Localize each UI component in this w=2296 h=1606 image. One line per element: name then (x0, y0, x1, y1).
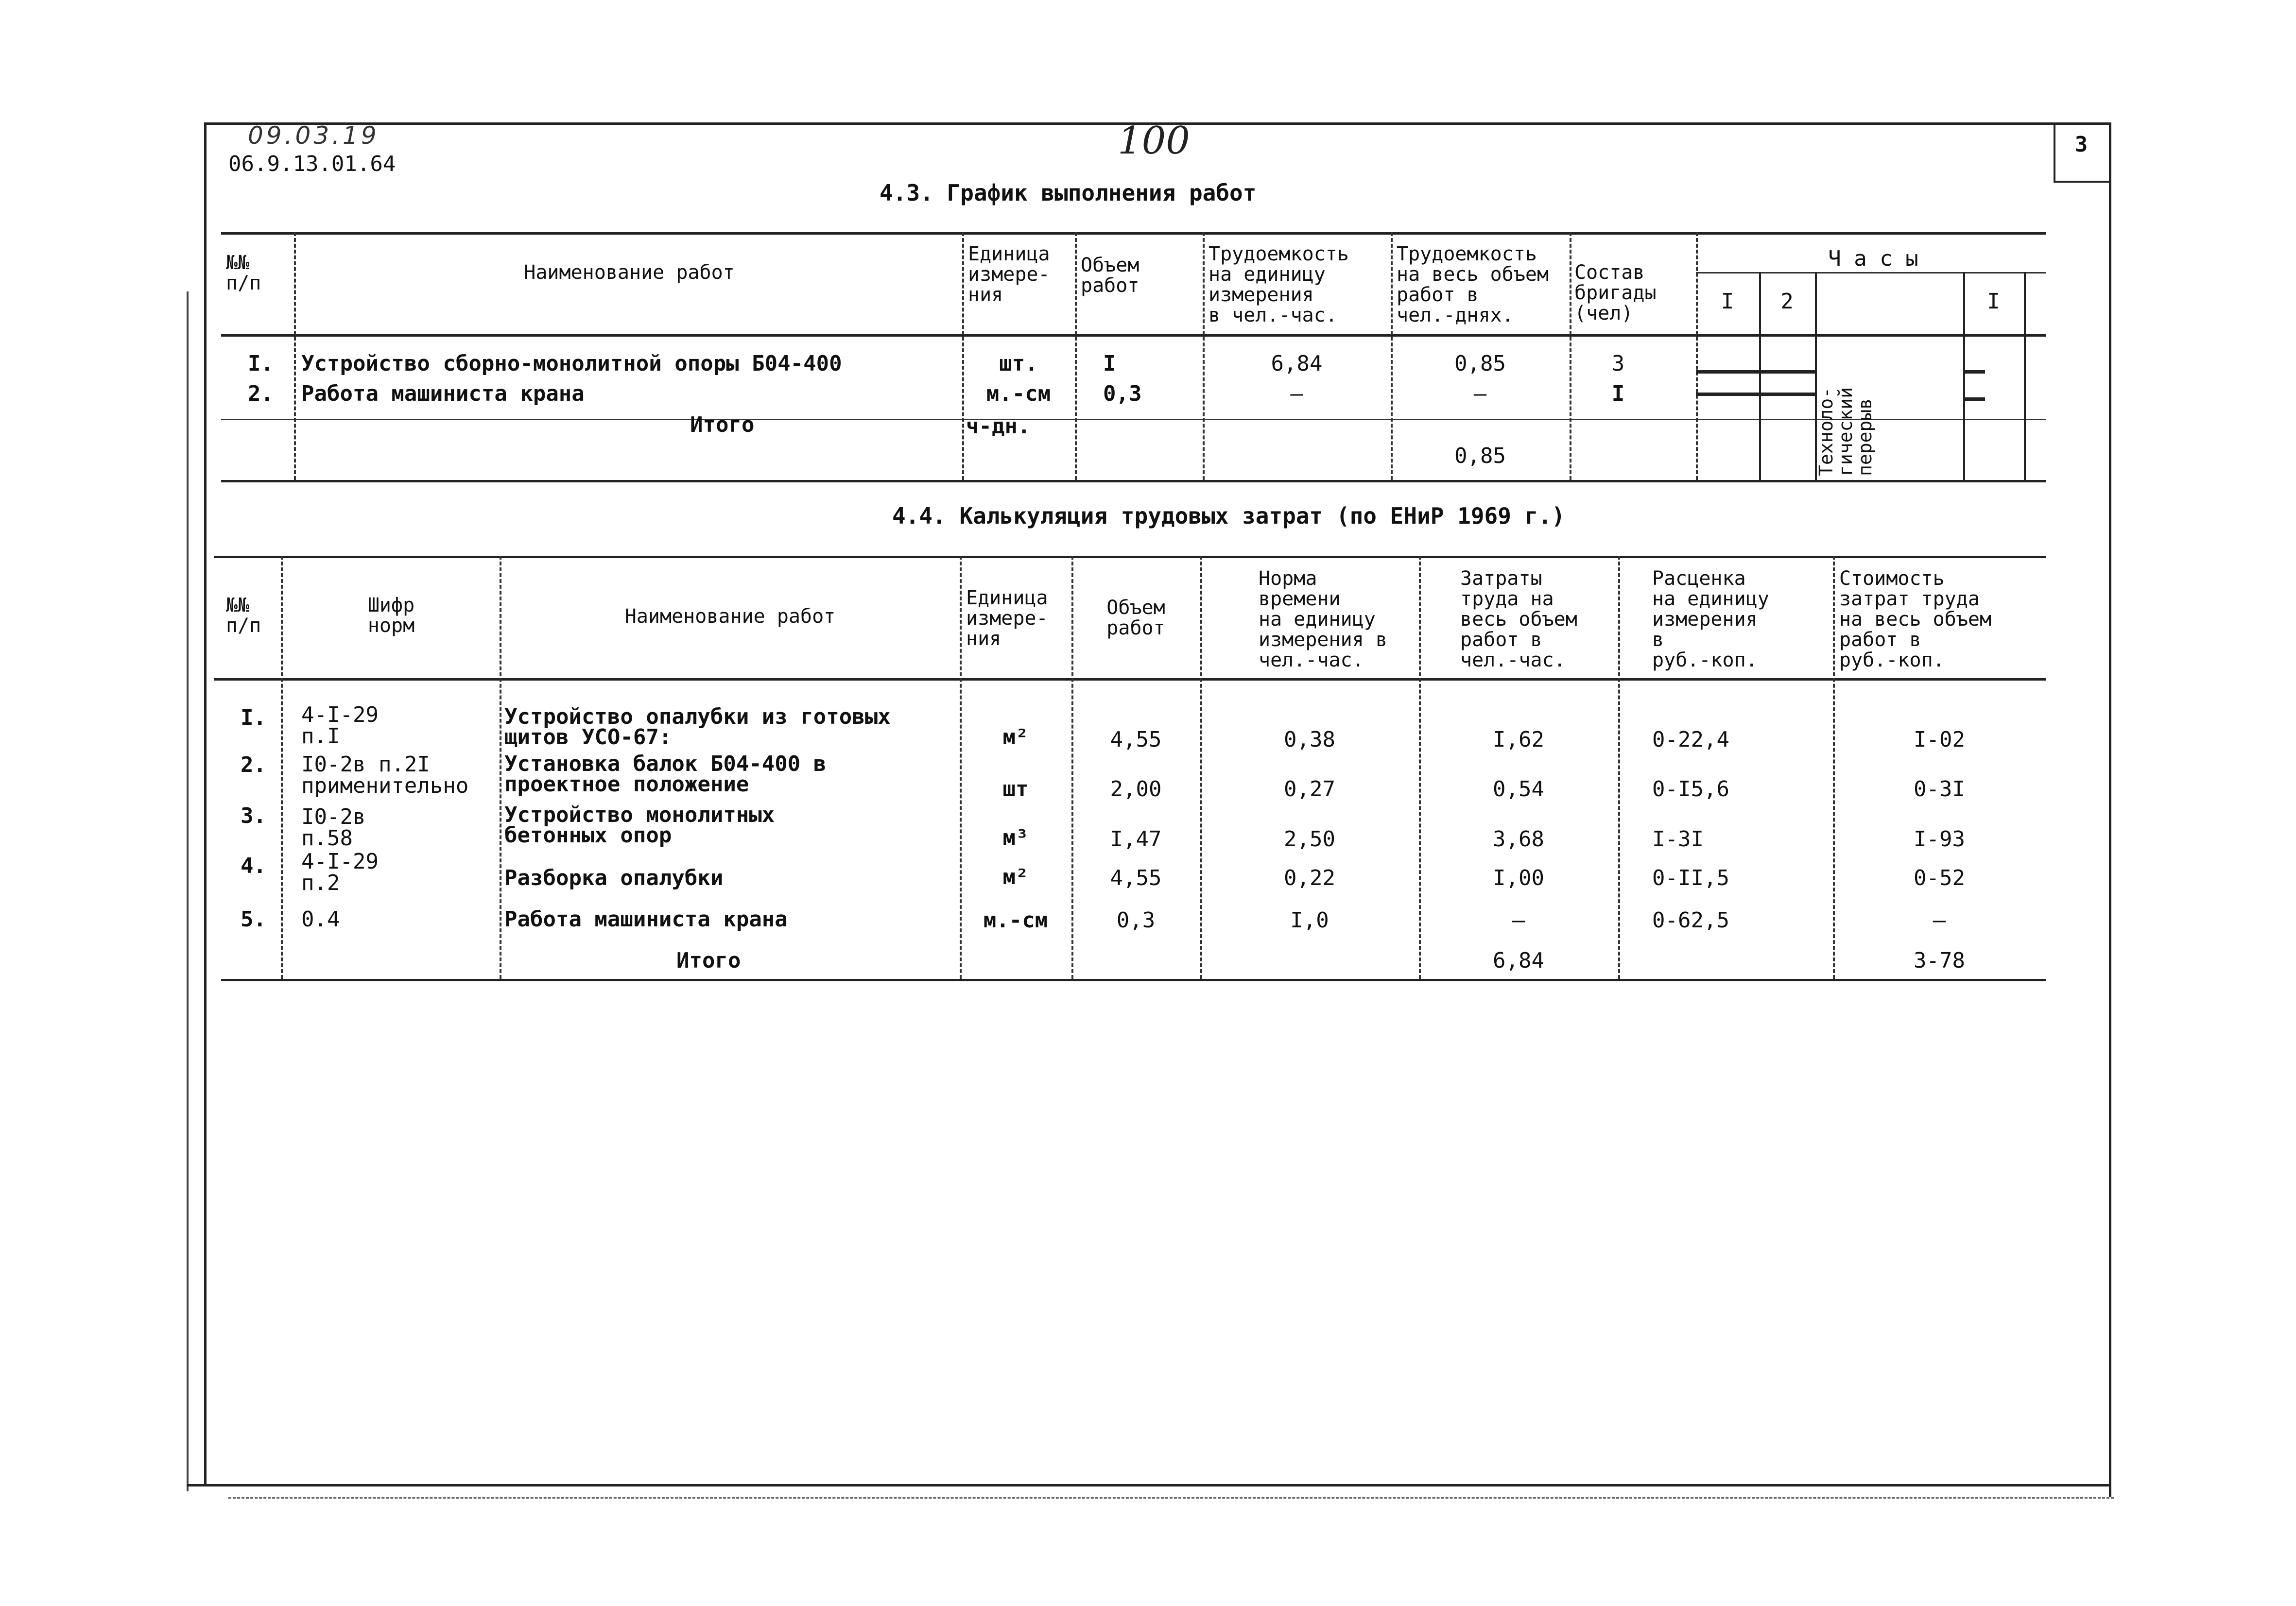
calc-row-5-volume: 0,3 (1116, 908, 1156, 933)
calc-row-4-num: 4. (241, 854, 266, 878)
rule (221, 334, 2046, 337)
header-num: №№ п/п (226, 252, 261, 294)
calc-row-2-name: Установка балок Б04-400 в проектное положение (504, 752, 827, 797)
calc-row-3-labor: 3,68 (1493, 827, 1544, 852)
schedule-row-1-name: Устройство сборно-монолитной опоры Б04-400 (301, 351, 842, 376)
sheet-number: 3 (2074, 132, 2088, 157)
schedule-title: 4.3. График выполнения работ (880, 180, 1257, 206)
technological-break-label: Техноло- гический перерыв (1815, 387, 1876, 476)
calc-row-2-code: I0-2в п.2I применительно (301, 752, 469, 798)
calc-row-2-norm: 0,27 (1284, 777, 1335, 802)
calc-row-1-rate: 0-22,4 (1652, 727, 1729, 752)
calc-row-1-code: 4-I-29 п.I (301, 702, 379, 749)
header-crew: Состав бригады (чел) (1574, 261, 1657, 325)
calc-row-1-norm: 0,38 (1284, 727, 1335, 752)
calc-row-5-cost: – (1933, 908, 1946, 933)
schedule-total-label: Итого (690, 412, 755, 437)
calc-total-labor: 6,84 (1493, 948, 1544, 973)
calc-row-4-volume: 4,55 (1110, 866, 1162, 890)
schedule-row-2-unit: м.-см (986, 381, 1051, 406)
calculation-title: 4.4. Калькуляция трудовых затрат (по ЕНиР 1969 г.) (892, 503, 1565, 529)
col-divider (1618, 556, 1620, 979)
schedule-row-1-crew: 3 (1611, 351, 1625, 376)
col-divider (1696, 232, 1698, 480)
calc-header-norm: Норма времени на единицу измерения в чел.-час. (1259, 567, 1387, 671)
calc-row-2-unit: шт (1002, 777, 1029, 802)
calc-row-5-unit: м.-см (983, 908, 1048, 933)
gantt-bar-row-2-end (1963, 397, 1985, 401)
schedule-row-1-unit: шт. (999, 351, 1038, 376)
schedule-total-labor: 0,85 (1454, 444, 1506, 468)
gantt-bar-row-1 (1696, 370, 1815, 374)
header-hour-1: I (1721, 289, 1734, 314)
schedule-row-2-crew: I (1611, 381, 1625, 406)
calc-header-volume: Объем работ (1106, 597, 1165, 639)
calc-row-1-name: Устройство опалубки из готовых щитов УСО-67: (504, 704, 891, 750)
calc-header-rate: Расценка на единицу измерения в руб.-коп. (1652, 567, 1769, 671)
calc-row-2-cost: 0-3I (1914, 777, 1965, 802)
rule (214, 678, 2046, 681)
rule (221, 979, 2046, 981)
calc-row-2-volume: 2,00 (1110, 777, 1162, 802)
calc-row-3-name: Устройство монолитных бетонных опор (504, 803, 775, 848)
calc-row-5-code: 0.4 (301, 907, 340, 932)
schedule-row-1-volume: I (1103, 351, 1116, 376)
frame-binding-line (187, 291, 189, 1491)
schedule-row-1-num: I. (248, 351, 274, 376)
calc-row-3-unit: м³ (1002, 825, 1029, 850)
header-unit: Единица измере- ния (968, 243, 1050, 306)
calc-row-5-norm: I,0 (1290, 908, 1329, 933)
calc-total-label: Итого (676, 948, 741, 973)
gantt-bar-row-1b (1696, 393, 1815, 396)
rule (214, 556, 2046, 558)
calc-row-2-rate: 0-I5,6 (1652, 777, 1729, 802)
header-labor-unit: Трудоемкость на единицу измерения в чел.-час. (1208, 243, 1349, 326)
frame-bottom-border (187, 1484, 2111, 1486)
calc-row-4-norm: 0,22 (1284, 866, 1335, 890)
header-volume: Объем работ (1081, 254, 1139, 297)
schedule-row-2-labor-total: – (1473, 381, 1487, 406)
calc-row-5-name: Работа машиниста крана (504, 907, 788, 932)
calc-header-name: Наименование работ (624, 605, 836, 628)
col-divider (500, 556, 501, 979)
frame-bottom-dashed (228, 1497, 2114, 1499)
calc-row-2-labor: 0,54 (1493, 777, 1544, 802)
col-divider (281, 556, 283, 979)
rule (1696, 272, 2046, 273)
header-labor-total: Трудоемкость на весь объем работ в чел.-днях. (1397, 243, 1549, 326)
calc-row-1-num: I. (241, 705, 266, 730)
calc-header-num: №№ п/п (226, 594, 261, 637)
calc-total-cost: 3-78 (1914, 948, 1965, 973)
schedule-row-1-labor-unit: 6,84 (1271, 351, 1323, 376)
calc-row-5-num: 5. (241, 907, 266, 932)
col-divider (1075, 232, 1077, 480)
calc-row-2-num: 2. (241, 752, 266, 777)
schedule-row-2-name: Работа машиниста крана (301, 381, 585, 406)
calc-row-3-rate: I-3I (1652, 827, 1704, 852)
calc-row-5-rate: 0-62,5 (1652, 908, 1729, 933)
header-hour-2: 2 (1780, 289, 1794, 314)
calc-row-3-volume: I,47 (1110, 827, 1162, 852)
calc-row-3-code: I0-2в п.58 (301, 804, 366, 851)
schedule-row-2-volume: 0,3 (1103, 381, 1142, 406)
schedule-total-unit: ч-дн. (966, 414, 1031, 439)
calc-row-1-labor: I,62 (1493, 727, 1544, 752)
rule (221, 480, 2046, 482)
schedule-row-2-num: 2. (248, 381, 274, 406)
calc-row-3-num: 3. (241, 803, 266, 828)
calc-row-1-cost: I-02 (1914, 727, 1965, 752)
schedule-row-1-labor-total: 0,85 (1454, 351, 1506, 376)
calc-row-3-norm: 2,50 (1284, 827, 1335, 852)
header-hours: Ч а с ы (1828, 246, 1918, 271)
header-hour-last: I (1987, 289, 2000, 314)
gantt-bar-row-1-end (1963, 370, 1985, 374)
handwritten-date: 09.03.19 (248, 121, 380, 150)
calc-header-unit: Единица измере- ния (966, 587, 1048, 650)
col-divider (294, 232, 296, 480)
handwritten-page-number: 100 (1118, 119, 1190, 163)
calc-row-4-cost: 0-52 (1914, 866, 1965, 890)
frame-left-border (204, 122, 207, 1486)
calc-header-labor: Затраты труда на весь объем работ в чел.-час. (1460, 567, 1577, 671)
document-code: 06.9.13.01.64 (228, 152, 396, 176)
calc-row-4-code: 4-I-29 п.2 (301, 849, 379, 895)
calc-row-5-labor: – (1512, 908, 1525, 933)
calc-header-code: Шифр норм (367, 594, 415, 637)
frame-right-border (2109, 122, 2111, 1497)
calc-row-1-unit: м² (1002, 725, 1029, 750)
calc-row-3-cost: I-93 (1914, 827, 1965, 852)
calc-header-cost: Стоимость затрат труда на весь объем работ в руб.-коп. (1839, 567, 1992, 671)
header-name: Наименование работ (524, 261, 735, 284)
calc-row-1-volume: 4,55 (1110, 727, 1162, 752)
rule (221, 232, 2046, 235)
calc-row-4-rate: 0-II,5 (1652, 866, 1729, 890)
col-divider (2024, 272, 2026, 480)
schedule-row-2-labor-unit: – (1290, 381, 1303, 406)
rule (221, 419, 2046, 420)
calc-row-4-unit: м² (1002, 865, 1029, 889)
calc-row-4-labor: I,00 (1493, 866, 1544, 890)
calc-row-4-name: Разборка опалубки (504, 866, 724, 890)
